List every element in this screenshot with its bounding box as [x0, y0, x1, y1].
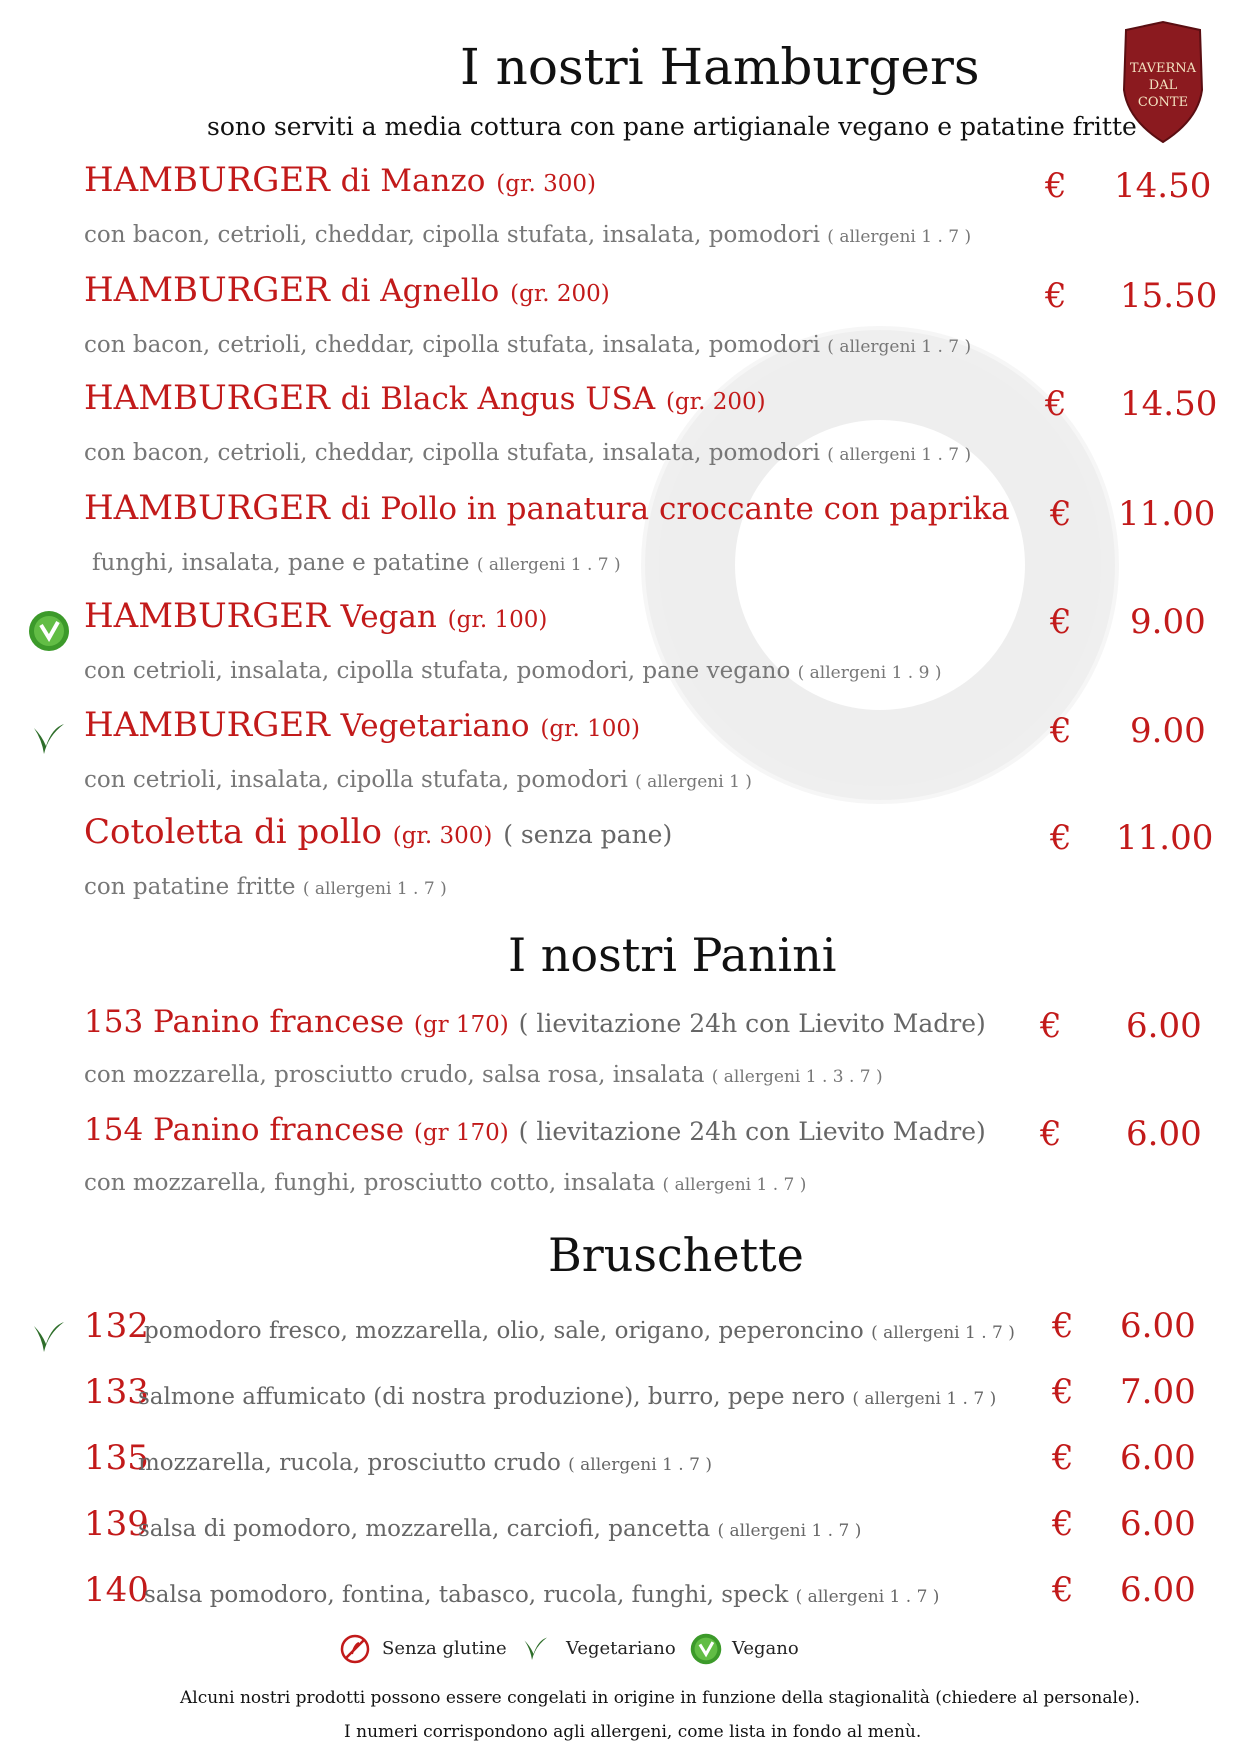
item-allergens: ( allergeni 1 . 7 ): [852, 1389, 997, 1409]
item-allergens: ( allergeni 1 . 7 ): [717, 1521, 862, 1541]
section-title-panini: I nostri Panini: [508, 928, 837, 982]
vegetarian-leaf-icon: [520, 1632, 550, 1664]
item-allergens: ( allergeni 1 . 7 ): [302, 879, 447, 899]
item-price: 14.50: [1114, 166, 1212, 206]
menu-item-title: [84, 596, 547, 636]
item-title-main: HAMBURGER: [84, 596, 330, 636]
currency-symbol: €: [1050, 711, 1072, 751]
item-ingredients: salsa di pomodoro, mozzarella, carciofi, pancetta: [138, 1516, 711, 1542]
currency-symbol: €: [1050, 494, 1072, 534]
item-ingredients: con bacon, cetrioli, cheddar, cipolla stufata, insalata, pomodori: [84, 222, 820, 248]
item-price: 14.50: [1120, 384, 1218, 424]
item-price: 9.00: [1130, 602, 1206, 642]
bruschetta-description: [144, 1318, 1015, 1344]
vegan-badge-icon: [690, 1633, 722, 1665]
item-title-main: 153 Panino francese: [84, 1004, 405, 1040]
currency-symbol: €: [1045, 384, 1067, 424]
vegetarian-leaf-icon: [28, 718, 68, 758]
item-title-main: HAMBURGER: [84, 705, 330, 745]
bruschetta-description: [138, 1384, 996, 1410]
item-title-main: HAMBURGER: [84, 160, 330, 200]
item-price: 6.00: [1120, 1438, 1196, 1478]
menu-item-title: [84, 270, 610, 310]
item-ingredients: con cetrioli, insalata, cipolla stufata, pomodori: [84, 767, 628, 793]
item-allergens: ( allergeni 1 . 9 ): [797, 663, 942, 683]
item-weight: (gr 170): [413, 1120, 509, 1146]
item-note: ( lievitazione 24h con Lievito Madre): [518, 1117, 986, 1146]
item-name: di Black Angus USA: [340, 381, 656, 417]
item-ingredients: pomodoro fresco, mozzarella, olio, sale, origano, peperoncino: [144, 1318, 864, 1344]
item-ingredients: con bacon, cetrioli, cheddar, cipolla stufata, insalata, pomodori: [84, 332, 820, 358]
menu-item-description: [84, 1170, 806, 1196]
item-price: 9.00: [1130, 711, 1206, 751]
gluten-free-icon: [340, 1634, 370, 1664]
section-title-bruschette: Bruschette: [548, 1228, 804, 1282]
menu-item-description: [84, 874, 447, 900]
item-price: 6.00: [1120, 1570, 1196, 1610]
item-weight: (gr. 300): [496, 171, 596, 197]
item-allergens: ( allergeni 1 . 7 ): [871, 1323, 1015, 1343]
item-note: ( lievitazione 24h con Lievito Madre): [518, 1009, 986, 1038]
legend-gluten-free-label: Senza glutine: [382, 1638, 507, 1659]
menu-item-title: [84, 160, 596, 200]
bruschetta-description: [138, 1450, 712, 1476]
item-weight: (gr 170): [413, 1012, 509, 1038]
item-price: 6.00: [1120, 1306, 1196, 1346]
bruschetta-description: [144, 1582, 939, 1608]
item-ingredients: con mozzarella, prosciutto crudo, salsa rosa, insalata: [84, 1062, 705, 1088]
item-allergens: ( allergeni 1 . 7 ): [662, 1175, 807, 1195]
menu-item-title: [84, 705, 640, 745]
legend-vegetarian-label: Vegetariano: [566, 1638, 676, 1659]
item-name: di Agnello: [340, 273, 500, 309]
menu-item-description: [84, 767, 752, 793]
section-title-hamburgers: I nostri Hamburgers: [460, 38, 980, 96]
menu-item-description: [84, 1062, 883, 1088]
bruschetta-number: 140: [84, 1570, 149, 1610]
vegetarian-leaf-icon: [28, 1316, 68, 1356]
currency-symbol: €: [1040, 1006, 1062, 1046]
item-allergens: ( allergeni 1 . 3 . 7 ): [711, 1067, 883, 1087]
item-ingredients: mozzarella, rucola, prosciutto crudo: [138, 1450, 561, 1476]
item-name: Vegan: [340, 599, 437, 635]
item-weight: (gr. 200): [510, 281, 610, 307]
bruschetta-description: [138, 1516, 861, 1542]
currency-symbol: €: [1050, 818, 1072, 858]
item-weight: (gr. 100): [447, 607, 548, 633]
item-title-main: Cotoletta di pollo: [84, 812, 382, 852]
item-weight: (gr. 200): [665, 389, 766, 415]
item-title-main: HAMBURGER: [84, 378, 330, 418]
item-title-main: 154 Panino francese: [84, 1112, 405, 1148]
currency-symbol: €: [1045, 166, 1067, 206]
bruschetta-number: 135: [84, 1438, 149, 1478]
item-price: 11.00: [1116, 818, 1214, 858]
menu-item-title: [84, 378, 766, 418]
menu-item-title: [84, 1004, 986, 1040]
menu-item-title: [84, 1112, 986, 1148]
menu-item-description: [84, 658, 941, 684]
menu-item-description: [84, 440, 971, 466]
item-name: di Manzo: [340, 163, 486, 199]
legend-vegan-label: Vegano: [732, 1638, 799, 1659]
currency-symbol: €: [1052, 1372, 1074, 1412]
bruschetta-number: 139: [84, 1504, 149, 1544]
menu-item-title: [84, 488, 1010, 528]
vegan-badge-icon: [28, 610, 70, 652]
currency-symbol: €: [1052, 1306, 1074, 1346]
item-name: Vegetariano: [340, 708, 530, 744]
bruschetta-number: 133: [84, 1372, 149, 1412]
currency-symbol: €: [1052, 1570, 1074, 1610]
item-ingredients: salsa pomodoro, fontina, tabasco, rucola, funghi, speck: [144, 1582, 789, 1608]
item-price: 6.00: [1120, 1504, 1196, 1544]
item-ingredients: con bacon, cetrioli, cheddar, cipolla stufata, insalata, pomodori: [84, 440, 820, 466]
item-price: 7.00: [1120, 1372, 1196, 1412]
item-allergens: ( allergeni 1 . 7 ): [476, 555, 621, 575]
currency-symbol: €: [1045, 276, 1067, 316]
item-name: di Pollo in panatura croccante con paprika: [340, 491, 1010, 527]
item-title-main: HAMBURGER: [84, 270, 330, 310]
item-allergens: ( allergeni 1 ): [635, 772, 752, 792]
bruschetta-number: 132: [84, 1306, 149, 1346]
item-note: ( senza pane): [503, 820, 673, 849]
item-price: 11.00: [1118, 494, 1216, 534]
item-ingredients: salmone affumicato (di nostra produzione), burro, pepe nero: [138, 1384, 846, 1410]
footer-note-allergens: I numeri corrispondono agli allergeni, come lista in fondo al menù.: [344, 1722, 922, 1742]
item-ingredients: con mozzarella, funghi, prosciutto cotto, insalata: [84, 1170, 656, 1196]
legend: [340, 1632, 900, 1668]
item-price: 6.00: [1126, 1114, 1202, 1154]
currency-symbol: €: [1050, 602, 1072, 642]
item-allergens: ( allergeni 1 . 7 ): [827, 445, 972, 465]
item-allergens: ( allergeni 1 . 7 ): [568, 1455, 712, 1475]
menu-item-description: [84, 332, 971, 358]
item-price: 6.00: [1126, 1006, 1202, 1046]
item-allergens: ( allergeni 1 . 7 ): [827, 227, 972, 247]
currency-symbol: €: [1040, 1114, 1062, 1154]
item-ingredients: funghi, insalata, pane e patatine: [92, 550, 470, 576]
footer-note-seasonal: Alcuni nostri prodotti possono essere congelati in origine in funzione della stagionalità (chiedere al personale).: [180, 1688, 1141, 1708]
section-subtitle-hamburgers: sono serviti a media cottura con pane artigianale vegano e patatine fritte: [207, 112, 1137, 141]
item-allergens: ( allergeni 1 . 7 ): [795, 1587, 940, 1607]
item-weight: (gr. 300): [392, 823, 493, 849]
menu-item-title: [84, 812, 672, 852]
currency-symbol: €: [1052, 1438, 1074, 1478]
item-ingredients: con cetrioli, insalata, cipolla stufata, pomodori, pane vegano: [84, 658, 791, 684]
currency-symbol: €: [1052, 1504, 1074, 1544]
item-title-main: HAMBURGER: [84, 488, 330, 528]
menu-item-description: [92, 550, 621, 576]
item-allergens: ( allergeni 1 . 7 ): [827, 337, 972, 357]
item-ingredients: con patatine fritte: [84, 874, 296, 900]
logo-text: TAVERNA DAL CONTE: [1129, 61, 1197, 110]
item-price: 15.50: [1120, 276, 1218, 316]
item-weight: (gr. 100): [540, 716, 641, 742]
menu-item-description: [84, 222, 971, 248]
